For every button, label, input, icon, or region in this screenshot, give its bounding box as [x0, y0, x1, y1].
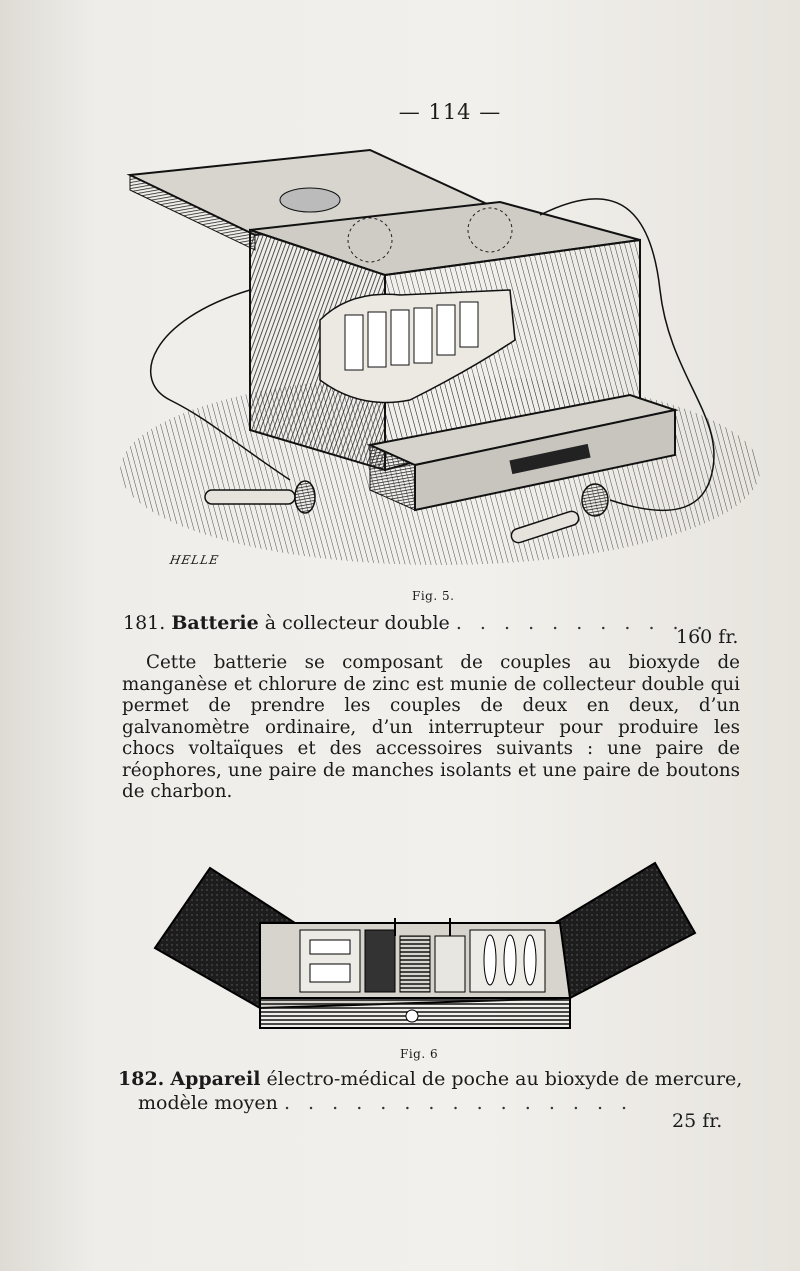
page-number: — 114 —: [398, 100, 502, 124]
item-181-number: 181.: [123, 612, 166, 634]
item-182-subtitle: [138, 1092, 633, 1114]
figure-6-pocket-apparatus-illustration: [150, 858, 710, 1048]
item-182-leader-dots: . . . . . . . . . . . . . . .: [283, 1092, 634, 1114]
figure-5-battery-illustration: [110, 140, 760, 580]
item-182-price: 25 fr.: [672, 1110, 723, 1132]
item-182-number: 182.: [118, 1068, 165, 1090]
item-181-name: Batterie: [171, 612, 259, 634]
item-181-price: 160 fr.: [676, 626, 739, 648]
item-182-title-rest: électro-médical de poche au bioxyde de mercure,: [266, 1068, 743, 1090]
item-182-heading: [118, 1068, 742, 1090]
item-181-leader-dots: . . . . . . . . . . .: [455, 612, 709, 634]
figure-6-caption: Fig. 6: [400, 1047, 439, 1061]
item-181-title-rest: à collecteur double: [264, 612, 450, 634]
item-182-name: Appareil: [170, 1068, 261, 1090]
item-181-description: Cette batterie se composant de couples au bioxyde de manganèse et chlorure de zinc est munie de collecteur double qui permet de prendre les couples de deux en deux, d’un galvanomètre ordinaire, d’un interrupteur pour produire les chocs voltaïques et des accessoires suivants : une paire de réophores, une paire de manches isolants et une paire de boutons de charbon.: [122, 652, 740, 802]
item-182-model: modèle moyen: [138, 1092, 278, 1114]
figure-5-caption: Fig. 5.: [412, 589, 455, 603]
item-181-heading: [123, 612, 709, 634]
engraver-signature: HELLE: [168, 553, 221, 567]
